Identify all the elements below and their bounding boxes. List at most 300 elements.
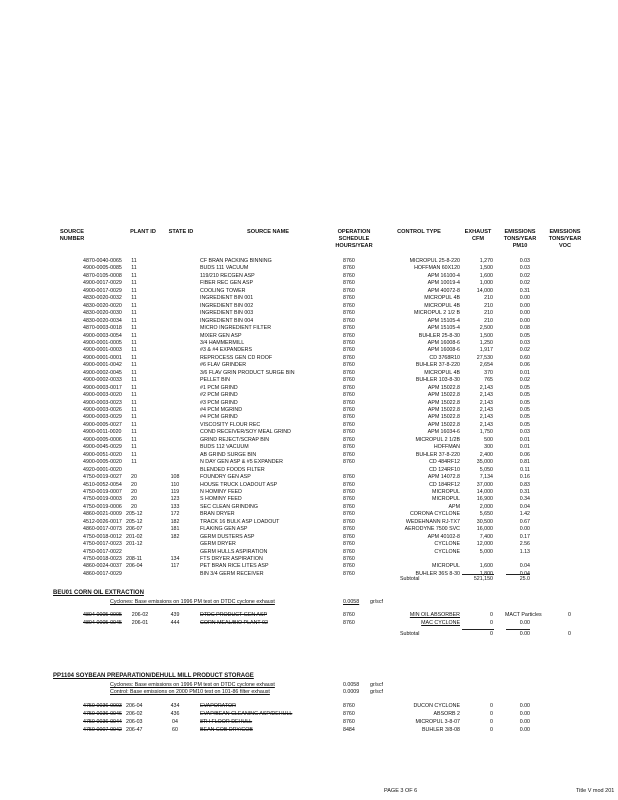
exhaust-cfm: 765 <box>484 377 493 384</box>
source-name: BIN 3/4 GERM RECEIVER <box>200 570 264 577</box>
control-type: APM 16008-6 <box>427 347 460 354</box>
plant-id: 11 <box>131 377 137 384</box>
operation-hours: 8760 <box>343 703 355 709</box>
emissions-pm10: 0.05 <box>519 407 530 413</box>
plant-id: 11 <box>131 399 137 406</box>
control-type: ABSORB 2 <box>433 711 460 717</box>
source-name: N DAY GEN ASP & #5 EXPANDER <box>200 459 283 466</box>
exhaust-cfm: 35,000 <box>476 459 493 466</box>
control-type: APM 16100-4 <box>427 272 460 279</box>
state-id: 444 <box>170 620 180 626</box>
operation-hours: 8760 <box>343 444 355 451</box>
state-id: 119 <box>170 488 180 495</box>
source-name: #2 PCM GRIND <box>200 392 238 399</box>
control-type: MICROPUL 25-8-220 <box>409 258 460 264</box>
source-name: #3 & #4 EXPANDERS <box>200 347 253 354</box>
operation-hours: 8760 <box>343 511 355 518</box>
subtotal-label: Subtotal <box>400 631 420 637</box>
exhaust-cfm: 1,000 <box>479 280 493 287</box>
exhaust-cfm: 1,500 <box>479 265 493 272</box>
emissions-pm10: 0.05 <box>519 414 530 421</box>
operation-hours: 8760 <box>343 719 355 725</box>
operation-hours: 8760 <box>343 392 355 399</box>
header-emissions-voc: EMISSIONS TONS/YEAR VOC <box>548 229 582 249</box>
emissions-pm10: 0.06 <box>519 362 530 369</box>
operation-hours: 8760 <box>343 287 355 294</box>
exhaust-cfm: 5,050 <box>479 466 493 473</box>
source-number: 4860-0017-0073 <box>83 526 122 533</box>
exhaust-cfm: 0 <box>490 711 493 717</box>
operation-hours: 8760 <box>343 332 355 339</box>
control-type: MICROPUL 4B <box>424 369 460 376</box>
plant-id: 11 <box>131 414 137 421</box>
source-name: CORN MEAL/BIO PLANT 02 <box>200 620 268 626</box>
source-number: 4750-0036-0046 <box>83 711 122 717</box>
footer-title: Title V mod 201 <box>576 788 615 794</box>
section-note: Cyclones: Base emissions on 1996 PM test on DTDC cyclone exhaust <box>110 682 275 688</box>
plant-id: 11 <box>131 302 137 309</box>
source-name: 119/210 RECGEN ASP <box>200 272 255 279</box>
source-name: FIBER REC GEN ASP <box>200 280 253 287</box>
source-number: 4900-0005-0027 <box>83 421 122 428</box>
plant-id: 11 <box>131 265 137 272</box>
source-name: #3 PCM GRIND <box>200 399 238 406</box>
emissions-pm10: 0.03 <box>519 429 530 436</box>
exhaust-cfm: 1,600 <box>479 563 493 570</box>
exhaust-cfm: 16,000 <box>476 526 493 533</box>
control-type: CYCLONE <box>434 541 460 548</box>
source-number: 4920-0001-0020 <box>83 466 122 473</box>
state-id: 04 <box>172 719 178 725</box>
control-type: CD 484RF12 <box>429 459 460 466</box>
state-id: 439 <box>170 612 180 618</box>
source-number: 4900-0003-0023 <box>83 399 122 406</box>
subtotal-rule <box>462 574 494 575</box>
source-name: GRIND REJECT/SCRAP BIN <box>200 436 270 443</box>
control-type: APM 14072.8 <box>427 474 460 481</box>
control-type: APM 15022.8 <box>427 407 460 413</box>
control-type: APM 40102-8 <box>427 533 460 540</box>
control-type: BUHLER 37-8-220 <box>415 362 460 369</box>
source-number: 4900-0003-0017 <box>83 384 122 391</box>
exhaust-cfm: 0 <box>490 612 493 618</box>
source-name: COND RECEIVER/SOY MEAL GRIND <box>200 429 291 436</box>
source-number: 4900-0051-0020 <box>83 451 122 458</box>
source-number: 4830-0020-0034 <box>83 317 122 324</box>
control-type: APM 16034-6 <box>427 429 460 436</box>
emissions-pm10: 0.04 <box>519 563 530 570</box>
source-name: AB GRIND SURGE BIN <box>200 451 257 458</box>
source-name: 3/4 HAMMERMILL <box>200 339 245 346</box>
emissions-pm10: 0.03 <box>519 265 530 272</box>
emissions-pm10: 0.01 <box>519 369 530 376</box>
operation-hours: 8760 <box>343 258 355 264</box>
source-name: #4 PCM MGRIND <box>200 407 243 413</box>
control-type: MICROPUL 2 1/2 B <box>413 310 460 317</box>
emissions-pm10: 0.00 <box>519 620 530 626</box>
operation-hours: 8760 <box>343 503 355 510</box>
control-type: APM <box>448 503 460 510</box>
operation-hours: 8760 <box>343 280 355 287</box>
source-number: 4900-0017-0029 <box>83 280 122 287</box>
source-name: BRAN DRYER <box>200 511 235 518</box>
source-name: INGREDIENT BIN 001 <box>200 295 254 302</box>
page-number: PAGE 3 OF 6 <box>384 788 418 794</box>
plant-id: 11 <box>131 347 137 354</box>
voc-label: MACT Particles <box>505 612 542 618</box>
plant-id: 11 <box>131 258 137 264</box>
operation-hours: 8760 <box>343 354 355 361</box>
header-plant-id: PLANT ID <box>130 229 156 235</box>
source-number: 4750-0019-0003 <box>83 496 122 503</box>
control-type: CD 184RF12 <box>429 481 460 488</box>
emissions-pm10: 0.11 <box>520 466 530 473</box>
source-number: 4804-0005-0045 <box>83 620 122 626</box>
source-name: 8TH FLOOR DEHULL <box>200 719 253 725</box>
control-type: APM 16008-6 <box>427 339 460 346</box>
operation-hours: 8760 <box>343 570 355 577</box>
section-factor-unit: gr/scf <box>370 599 383 605</box>
section-title-corn-oil: BEU01 CORN OIL EXTRACTION <box>53 590 144 596</box>
source-number: 4750-0019-0006 <box>83 503 122 510</box>
source-number: 4900-0001-0001 <box>83 354 122 361</box>
control-type: BUHLER 3/8-08 <box>422 727 460 733</box>
plant-id: 11 <box>131 369 137 376</box>
source-name: INGREDIENT BIN 003 <box>200 310 254 317</box>
control-type: APM 10019-4 <box>427 280 460 287</box>
operation-hours: 8760 <box>343 451 355 458</box>
plant-id: 20 <box>131 488 137 495</box>
emissions-pm10: 0.00 <box>519 295 530 302</box>
emissions-pm10: 0.60 <box>519 354 530 361</box>
plant-id: 11 <box>131 444 137 451</box>
plant-id: 11 <box>131 429 137 436</box>
header-control-type: CONTROL TYPE <box>397 229 441 235</box>
source-name: #6 FLAV GRINDER <box>200 362 247 369</box>
exhaust-cfm: 14,000 <box>476 488 493 495</box>
emissions-pm10: 0.31 <box>519 488 530 495</box>
emissions-pm10: 1.42 <box>519 511 530 518</box>
operation-hours: 8760 <box>343 325 355 332</box>
source-number: 4750-0019-0027 <box>83 474 122 481</box>
emissions-pm10: 0.02 <box>519 347 530 354</box>
exhaust-cfm: 210 <box>484 302 493 309</box>
emissions-pm10: 0.04 <box>519 503 530 510</box>
source-name: FLAKING GEN ASP <box>200 526 248 533</box>
source-number: 4900-0001-0003 <box>83 347 122 354</box>
plant-id: 201-02 <box>126 533 143 540</box>
voc-value: 0 <box>568 612 571 618</box>
plant-id: 206-02 <box>126 711 143 717</box>
operation-hours: 8760 <box>343 407 355 413</box>
control-type: CYCLONE <box>434 548 460 555</box>
source-number: 4750-0007-0042 <box>83 727 122 733</box>
plant-id: 11 <box>131 280 137 287</box>
source-number: 4900-0005-0020 <box>83 459 122 466</box>
header-operation-schedule: OPERATION SCHEDULE HOURS/YEAR <box>335 229 373 249</box>
operation-hours: 8760 <box>343 272 355 279</box>
subtotal-pm10: 25.0 <box>519 576 530 582</box>
source-name: VISCOSITY FLOUR REC <box>200 421 261 428</box>
operation-hours: 8760 <box>343 265 355 272</box>
exhaust-cfm: 30,500 <box>476 518 493 525</box>
emissions-pm10: 0.00 <box>519 526 530 533</box>
control-type: APM 15022.8 <box>427 392 460 399</box>
operation-hours: 8760 <box>343 620 355 626</box>
source-number: 4860-0017-0029 <box>83 570 122 577</box>
source-name: GERM HULLS ASPIRATION <box>200 548 268 555</box>
emissions-pm10: 0.00 <box>519 317 530 324</box>
plant-id: 11 <box>131 421 137 428</box>
plant-id: 206-03 <box>126 719 143 725</box>
plant-id: 11 <box>131 436 137 443</box>
operation-hours: 8760 <box>343 429 355 436</box>
plant-id: 11 <box>131 310 137 317</box>
control-type: MIN OIL ABSORBER <box>409 612 460 618</box>
emissions-pm10: 0.81 <box>519 459 530 466</box>
operation-hours: 8760 <box>343 339 355 346</box>
state-id: 182 <box>170 518 180 525</box>
section-factor: 0.0009 <box>343 689 360 695</box>
control-type: MICROPUL 4B <box>424 295 460 302</box>
emissions-pm10: 0.02 <box>519 280 530 287</box>
operation-hours: 8760 <box>343 347 355 354</box>
source-number: 4900-0002-0033 <box>83 377 122 384</box>
source-name: S HOMINY FEED <box>200 496 242 503</box>
plant-id: 206-47 <box>126 727 143 733</box>
source-name: TRACK 16 BULK ASP LOADOUT <box>200 518 280 525</box>
section-factor: 0.0058 <box>343 682 360 688</box>
exhaust-cfm: 0 <box>490 703 493 709</box>
header-emissions-pm10: EMISSIONS TONS/YEAR PM10 <box>503 229 537 249</box>
source-number: 4804-0005-0005 <box>83 612 122 618</box>
operation-hours: 8760 <box>343 310 355 317</box>
source-number: 4860-0024-0037 <box>83 563 122 570</box>
source-name: CF BRAN PACKING BINNING <box>200 258 272 264</box>
operation-hours: 8760 <box>343 563 355 570</box>
state-id: 117 <box>170 563 180 570</box>
control-type: CD 3768R10 <box>429 354 460 361</box>
emissions-pm10: 0.31 <box>519 287 530 294</box>
source-number: 4750-0019-0007 <box>83 488 122 495</box>
plant-id: 206-02 <box>131 612 149 618</box>
control-type: MICROPUL <box>432 496 460 503</box>
source-name: MIXER GEN ASP <box>200 332 242 339</box>
source-name: DTDC PRODUCT GEN ASP <box>200 612 268 618</box>
operation-hours: 8760 <box>343 711 355 717</box>
source-number: 4512-0026-0017 <box>83 518 122 525</box>
source-number: 4830-0020-0032 <box>83 295 122 302</box>
source-number: 4750-0036-0003 <box>83 703 122 709</box>
subtotal-rule <box>506 629 530 630</box>
exhaust-cfm: 2,143 <box>479 414 493 421</box>
source-name: PELLET BIN <box>200 377 230 384</box>
emissions-pm10: 0.03 <box>519 339 530 346</box>
operation-hours: 8760 <box>343 612 355 618</box>
source-name: FOUNDRY GEN ASP <box>200 474 251 481</box>
header-exhaust-cfm: EXHAUST CFM <box>464 229 492 242</box>
state-id: 60 <box>172 727 178 733</box>
control-type: HOFFMAN 60X120 <box>414 265 460 272</box>
plant-id: 20 <box>131 503 137 510</box>
source-name: GERM DRYER <box>200 541 236 548</box>
plant-id: 206-01 <box>131 620 149 626</box>
plant-id: 11 <box>131 407 137 413</box>
exhaust-cfm: 370 <box>484 369 493 376</box>
source-name: N HOMINY FEED <box>200 488 242 495</box>
state-id: 434 <box>170 703 180 709</box>
source-name: HOUSE TRUCK LOADOUT ASP <box>200 481 278 488</box>
source-number: 4900-0003-0020 <box>83 392 122 399</box>
operation-hours: 8760 <box>343 548 355 555</box>
exhaust-cfm: 27,530 <box>476 354 493 361</box>
emissions-pm10: 0.00 <box>519 711 530 717</box>
source-number: 4900-0001-0042 <box>83 362 122 369</box>
section-factor-unit: gr/scf <box>370 682 383 688</box>
plant-id: 206-04 <box>126 703 143 709</box>
control-type: BUHLER 36S 8-30 <box>415 570 460 577</box>
plant-id: 20 <box>131 496 137 503</box>
emissions-pm10: 0.34 <box>519 496 530 503</box>
source-number: 4900-0005-0006 <box>83 436 122 443</box>
control-type: WEDEHNANN RJ-TX7 <box>405 518 460 525</box>
emissions-pm10: 0.00 <box>519 302 530 309</box>
source-name: BLENDED FOODS FILTER <box>200 466 265 473</box>
state-id: 123 <box>170 496 180 503</box>
plant-id: 11 <box>131 354 137 361</box>
state-id: 181 <box>170 526 180 533</box>
source-name: REPROCESS GEN CD ROOF <box>200 354 273 361</box>
source-number: 4750-0017-0022 <box>83 548 122 555</box>
state-id: 182 <box>170 533 180 540</box>
source-number: 4900-0003-0054 <box>83 332 122 339</box>
source-name: BUDS 111 VACUUM <box>200 265 249 272</box>
control-type: MICROPUL 2 1/2B <box>415 436 460 443</box>
exhaust-cfm: 5,650 <box>479 511 493 518</box>
exhaust-cfm: 37,000 <box>476 481 493 488</box>
section-factor: 0.0058 <box>343 599 360 605</box>
source-number: 4860-0021-0009 <box>83 511 122 518</box>
control-type: BUHLER 25-8-30 <box>418 332 460 339</box>
control-type: APM 15022.8 <box>427 384 460 391</box>
operation-hours: 8760 <box>343 488 355 495</box>
control-type: MICROPUL 4B <box>424 302 460 309</box>
emissions-pm10: 0.01 <box>519 444 530 451</box>
subtotal-exhaust: 521,150 <box>473 576 493 582</box>
source-number: 4900-0003-0026 <box>83 407 122 413</box>
operation-hours: 8760 <box>343 496 355 503</box>
emissions-pm10: 0.05 <box>519 332 530 339</box>
source-number: 4900-0017-0029 <box>83 287 122 294</box>
state-id: 110 <box>170 481 180 488</box>
control-type: APM 15022.8 <box>427 399 460 406</box>
emissions-pm10: 0.02 <box>519 272 530 279</box>
operation-hours: 8760 <box>343 556 355 562</box>
plant-id: 11 <box>131 272 137 279</box>
operation-hours: 8760 <box>343 481 355 488</box>
subtotal-exhaust: 0 <box>490 631 493 637</box>
subtotal-rule <box>462 629 494 630</box>
plant-id: 11 <box>131 384 137 391</box>
plant-id: 206-04 <box>126 563 143 570</box>
exhaust-cfm: 0 <box>490 727 493 733</box>
source-number: 4510-0052-0054 <box>83 481 122 488</box>
source-number: 4900-0002-0045 <box>83 369 122 376</box>
section-title-soybean: PP1104 SOYBEAN PREPARATION/DEHULL MILL PRODUCT STORAGE <box>53 673 254 679</box>
emissions-pm10: 0.05 <box>519 421 530 428</box>
exhaust-cfm: 210 <box>484 310 493 317</box>
section-note: Cyclones: Base emissions on 1996 PM test on DTDC cyclone exhaust <box>110 599 275 605</box>
exhaust-cfm: 12,000 <box>476 541 493 548</box>
operation-hours: 8760 <box>343 541 355 548</box>
source-name: #1 PCM GRIND <box>200 384 238 391</box>
operation-hours: 8760 <box>343 362 355 369</box>
control-type: APM 40072-8 <box>427 287 460 294</box>
exhaust-cfm: 2,654 <box>479 362 493 369</box>
source-number: 4830-0020-0020 <box>83 302 122 309</box>
exhaust-cfm: 1,250 <box>479 339 493 346</box>
exhaust-cfm: 14,000 <box>476 287 493 294</box>
state-id: 108 <box>170 474 180 481</box>
exhaust-cfm: 5,000 <box>479 548 493 555</box>
source-number: 4750-0018-0023 <box>83 556 122 562</box>
section-note: Control: Base emissions on 2000 PM10 test on 101-86 filter exhaust <box>110 689 270 695</box>
operation-hours: 8484 <box>343 727 355 733</box>
source-number: 4870-0105-0008 <box>83 272 122 279</box>
emissions-pm10: 1.13 <box>519 548 530 555</box>
control-type: MAC CYCLONE <box>421 620 460 626</box>
emissions-pm10: 0.08 <box>519 325 530 332</box>
emissions-pm10: 0.00 <box>519 719 530 725</box>
plant-id: 11 <box>131 451 137 458</box>
operation-hours: 8760 <box>343 317 355 324</box>
emissions-pm10: 0.00 <box>519 703 530 709</box>
subtotal-label: Subtotal <box>400 576 420 582</box>
exhaust-cfm: 16,900 <box>476 496 493 503</box>
operation-hours: 8760 <box>343 533 355 540</box>
emissions-pm10: 0.01 <box>519 436 530 443</box>
operation-hours: 8760 <box>343 384 355 391</box>
operation-hours: 8760 <box>343 474 355 481</box>
source-name: EVAP/BEAN CLEANING ASP/DEHULL <box>200 711 293 717</box>
plant-id: 205-12 <box>126 518 143 525</box>
plant-id: 20 <box>131 474 137 481</box>
operation-hours: 8760 <box>343 459 355 466</box>
plant-id: 11 <box>131 332 137 339</box>
control-type: CORONA CYCLONE <box>409 511 460 518</box>
emissions-pm10: 0.05 <box>519 392 530 399</box>
source-number: 4870-0003-0018 <box>83 325 122 332</box>
subtotal-rule <box>506 574 530 575</box>
source-name: #4 PCM GRIND <box>200 414 238 421</box>
source-number: 4750-0017-0023 <box>83 541 122 548</box>
exhaust-cfm: 2,143 <box>479 421 493 428</box>
operation-hours: 8760 <box>343 518 355 525</box>
source-number: 4900-0003-0029 <box>83 414 122 421</box>
exhaust-cfm: 210 <box>484 295 493 302</box>
control-type: BUHLER 103-8-30 <box>415 377 460 384</box>
plant-id: 11 <box>131 325 137 332</box>
source-name: INGREDIENT BIN 002 <box>200 302 254 309</box>
exhaust-cfm: 7,400 <box>479 533 493 540</box>
operation-hours: 8760 <box>343 399 355 406</box>
emissions-pm10: 0.06 <box>519 451 530 458</box>
control-type: APM 15022.8 <box>427 414 460 421</box>
source-name: MICRO INGREDIENT FILTER <box>200 325 272 332</box>
source-name: PET BRAN RICE LITES ASP <box>200 563 269 570</box>
source-number: 4830-0020-0030 <box>83 310 122 317</box>
emissions-pm10: 0.03 <box>519 258 530 264</box>
